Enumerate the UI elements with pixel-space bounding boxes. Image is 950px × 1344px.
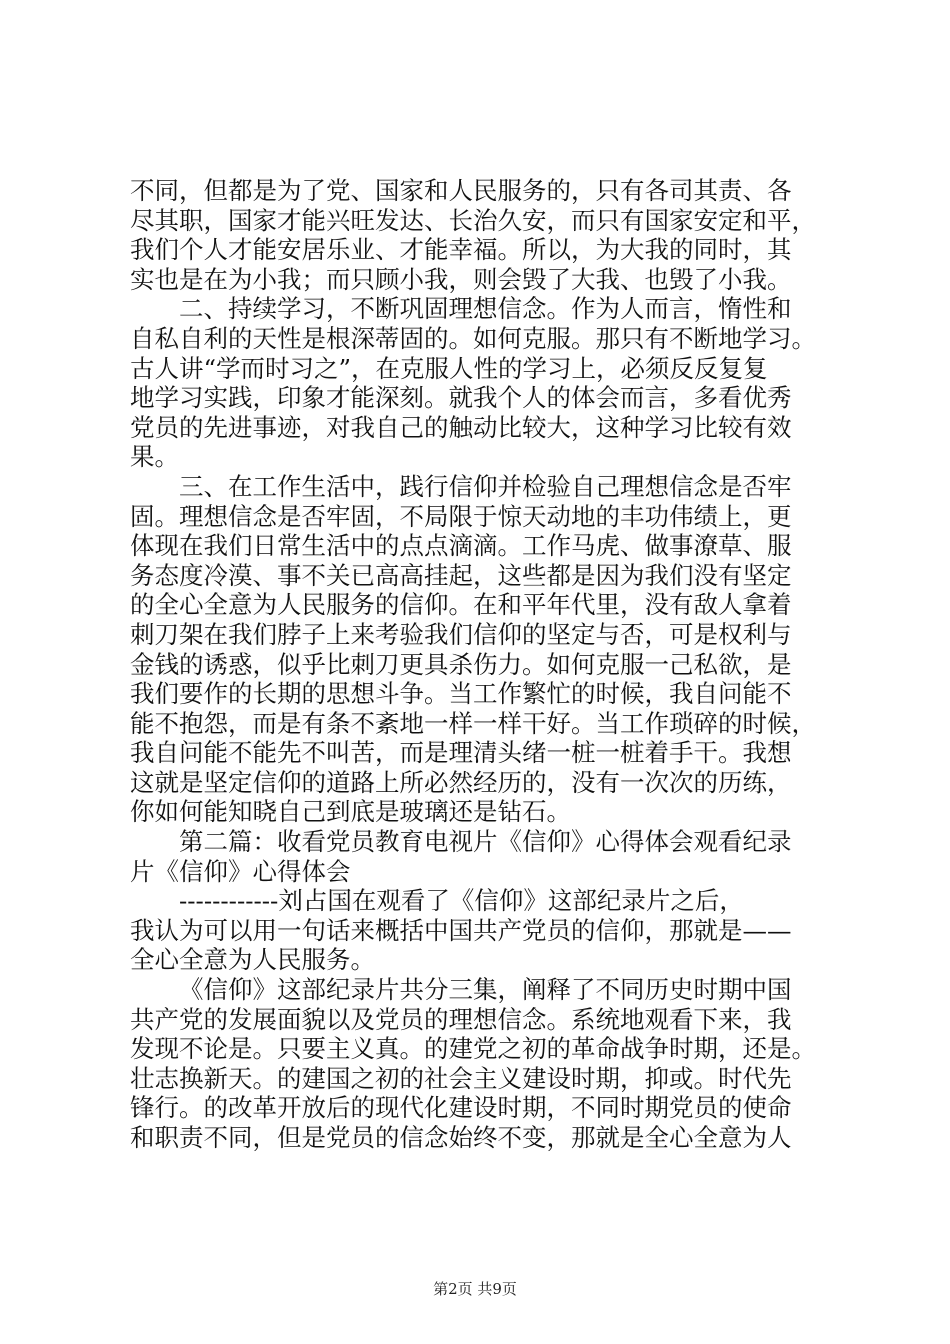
text-line: 你如何能知晓自己到底是玻璃还是钻石。: [130, 797, 571, 827]
text-line: 体现在我们日常生活中的点点滴滴。工作马虎、做事潦草、服: [130, 531, 792, 561]
paragraph-documentary: [130, 975, 840, 1153]
text-line: 实也是在为小我；而只顾小我，则会毁了大我、也毁了小我。: [130, 264, 792, 294]
paragraph-author-intro: [130, 886, 840, 975]
text-line: 的全心全意为人民服务的信仰。在和平年代里，没有敌人拿着: [130, 590, 792, 620]
text-line: 自私自利的天性是根深蒂固的。如何克服。那只有不断地学习。: [130, 323, 816, 353]
text-line: 金钱的诱惑，似乎比刺刀更具杀伤力。如何克服一己私欲，是: [130, 649, 792, 679]
text-line: 古人讲“学而时习之”，在克服人性的学习上，必须反反复复: [130, 353, 768, 383]
text-line: 锋行。的改革开放后的现代化建设时期，不同时期党员的使命: [130, 1093, 792, 1123]
text-line: 固。理想信念是否牢固，不局限于惊天动地的丰功伟绩上，更: [130, 501, 792, 531]
page-footer: [0, 1278, 950, 1299]
text-line: 我认为可以用一句话来概括中国共产党员的信仰，那就是——: [130, 915, 792, 945]
text-line: 共产党的发展面貌以及党员的理想信念。系统地观看下来，我: [130, 1004, 792, 1034]
text-line: 和职责不同，但是党员的信念始终不变，那就是全心全意为人: [130, 1123, 792, 1152]
text-line: 这就是坚定信仰的道路上所必然经历的，没有一次次的历练，: [130, 767, 792, 797]
body-text: [130, 176, 840, 1153]
text-line: 第二篇：收看党员教育电视片《信仰》心得体会观看纪录: [179, 827, 792, 857]
text-line: 不同，但都是为了党、国家和人民服务的，只有各司其责、各: [130, 176, 792, 205]
text-line: 我们个人才能安居乐业、才能幸福。所以，为大我的同时，其: [130, 235, 792, 265]
text-line: 尽其职，国家才能兴旺发达、长治久安，而只有国家安定和平，: [130, 205, 816, 235]
text-line: 二、持续学习，不断巩固理想信念。作为人而言，惰性和: [179, 294, 792, 324]
text-line: 壮志换新天。的建国之初的社会主义建设时期，抑或。时代先: [130, 1063, 792, 1093]
text-line: 我们要作的长期的思想斗争。当工作繁忙的时候，我自问能不: [130, 679, 792, 709]
text-line: 党员的先进事迹，对我自己的触动比较大，这种学习比较有效: [130, 412, 792, 442]
text-line: 刺刀架在我们脖子上来考验我们信仰的坚定与否，可是权利与: [130, 619, 792, 649]
paragraph-section-three: [130, 472, 840, 827]
text-line: 务态度冷漠、事不关已高高挂起，这些都是因为我们没有坚定: [130, 560, 792, 590]
text-line: 片《信仰》心得体会: [130, 856, 351, 886]
text-line: 我自问能不能先不叫苦，而是理清头绪一桩一桩着手干。我想: [130, 738, 792, 768]
text-line: 果。: [130, 442, 179, 472]
text-line: 能不抱怨，而是有条不紊地一样一样干好。当工作琐碎的时候，: [130, 708, 816, 738]
paragraph-section-two: [130, 294, 840, 472]
text-line: 地学习实践，印象才能深刻。就我个人的体会而言，多看优秀: [130, 383, 792, 413]
text-line: 三、在工作生活中，践行信仰并检验自己理想信念是否牢: [179, 471, 792, 501]
paragraph-continuation: [130, 176, 840, 294]
text-line: 《信仰》这部纪录片共分三集，阐释了不同历史时期中国: [179, 975, 792, 1005]
article-two-title: [130, 827, 840, 886]
text-line: 全心全意为人民服务。: [130, 945, 375, 975]
text-line: ------------刘占国在观看了《信仰》这部纪录片之后，: [179, 886, 744, 916]
page-indicator: 第2页 共9页: [433, 1280, 517, 1298]
text-line: 发现不论是。只要主义真。的建党之初的革命战争时期，还是。: [130, 1034, 816, 1064]
